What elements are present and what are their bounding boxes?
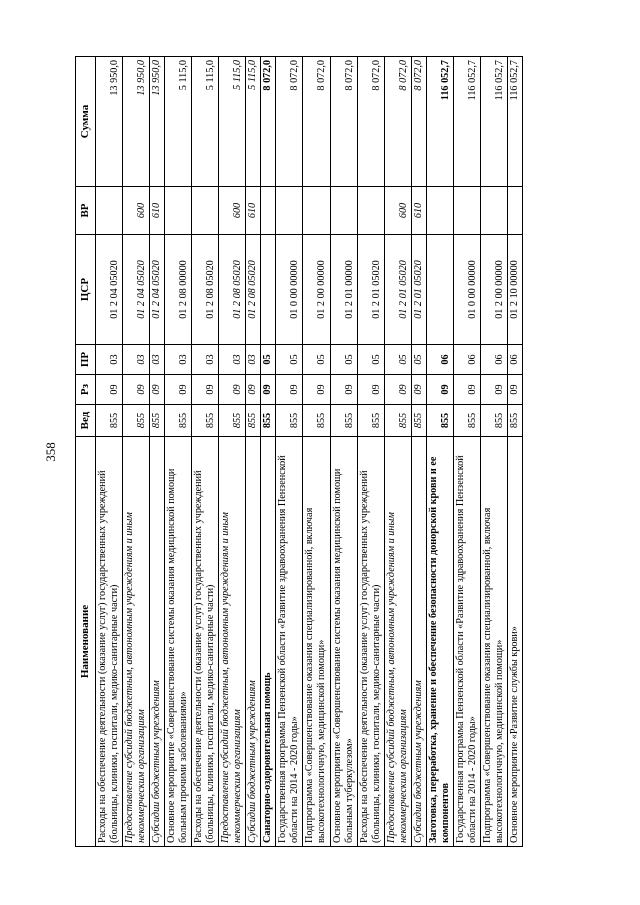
vr-cell (426, 187, 453, 235)
vr-cell (95, 187, 122, 235)
name-cell: Расходы на обеспечение деятельности (оказание услуг) государственных учреждений (больницы, клиники, госпитали, медико-санитарные части) (357, 437, 384, 847)
csr-cell: 01 2 04 05020 (150, 235, 165, 345)
name-cell: Основное мероприятие «Совершенствование системы оказания медицинской помощи больным туберкулезом» (330, 437, 357, 847)
budget-table (75, 56, 523, 847)
rz-cell: 09 (219, 375, 246, 405)
sum-cell: 5 115,0 (192, 57, 219, 187)
rz-cell: 09 (123, 375, 150, 405)
table-row (219, 57, 246, 847)
csr-cell: 01 2 10 00000 (507, 235, 522, 345)
rz-cell: 09 (276, 375, 303, 405)
vr-cell: 610 (246, 187, 261, 235)
csr-cell: 01 0 00 00000 (276, 235, 303, 345)
vr-cell (480, 187, 507, 235)
ved-cell: 855 (261, 405, 276, 437)
header-rz: Рз (76, 375, 96, 405)
csr-cell: 01 2 08 05020 (246, 235, 261, 345)
pr-cell: 06 (426, 345, 453, 375)
table-row (453, 57, 480, 847)
sum-cell: 8 072,0 (261, 57, 276, 187)
pr-cell: 03 (165, 345, 192, 375)
pr-cell: 05 (411, 345, 426, 375)
ved-cell: 855 (95, 405, 122, 437)
name-cell: Предоставление субсидий бюджетным, автономным учреждениям и иным некоммерческим организациям (384, 437, 411, 847)
pr-cell: 05 (276, 345, 303, 375)
rz-cell: 09 (330, 375, 357, 405)
sum-cell: 13 950,0 (123, 57, 150, 187)
ved-cell: 855 (507, 405, 522, 437)
rz-cell: 09 (303, 375, 330, 405)
vr-cell (192, 187, 219, 235)
pr-cell: 03 (246, 345, 261, 375)
pr-cell: 05 (261, 345, 276, 375)
ved-cell: 855 (411, 405, 426, 437)
vr-cell: 610 (150, 187, 165, 235)
name-cell: Санаторно-оздоровительная помощь (261, 437, 276, 847)
table-row (507, 57, 522, 847)
csr-cell: 01 2 01 00000 (330, 235, 357, 345)
csr-cell: 01 2 04 05020 (123, 235, 150, 345)
vr-cell: 610 (411, 187, 426, 235)
vr-cell (453, 187, 480, 235)
table-row (165, 57, 192, 847)
rz-cell: 09 (480, 375, 507, 405)
table-row (95, 57, 122, 847)
csr-cell: 01 2 00 00000 (480, 235, 507, 345)
vr-cell: 600 (123, 187, 150, 235)
pr-cell: 03 (150, 345, 165, 375)
ved-cell: 855 (480, 405, 507, 437)
csr-cell: 01 2 01 05020 (384, 235, 411, 345)
csr-cell: 01 2 08 00000 (165, 235, 192, 345)
rz-cell: 09 (384, 375, 411, 405)
sum-cell: 116 052,7 (453, 57, 480, 187)
ved-cell: 855 (123, 405, 150, 437)
rz-cell: 09 (165, 375, 192, 405)
rz-cell: 09 (357, 375, 384, 405)
pr-cell: 05 (330, 345, 357, 375)
rz-cell: 09 (150, 375, 165, 405)
ved-cell: 855 (453, 405, 480, 437)
vr-cell (261, 187, 276, 235)
ved-cell: 855 (219, 405, 246, 437)
table-header-row (76, 57, 96, 847)
name-cell: Основное мероприятие «Развитие службы крови» (507, 437, 522, 847)
name-cell: Подпрограмма «Совершенствование оказания специализированной, включая высокотехнологичную, медицинской помощи» (480, 437, 507, 847)
table-row (150, 57, 165, 847)
header-vr: ВР (76, 187, 96, 235)
pr-cell: 06 (453, 345, 480, 375)
sum-cell: 116 052,7 (507, 57, 522, 187)
table-row (246, 57, 261, 847)
pr-cell: 05 (303, 345, 330, 375)
sum-cell: 5 115,0 (246, 57, 261, 187)
pr-cell: 03 (123, 345, 150, 375)
rz-cell: 09 (411, 375, 426, 405)
rz-cell: 09 (95, 375, 122, 405)
table-row (261, 57, 276, 847)
header-csr: ЦСР (76, 235, 96, 345)
sum-cell: 8 072,0 (384, 57, 411, 187)
pr-cell: 06 (507, 345, 522, 375)
ved-cell: 855 (384, 405, 411, 437)
table-row (426, 57, 453, 847)
name-cell: Субсидии бюджетным учреждениям (150, 437, 165, 847)
table-row (411, 57, 426, 847)
header-sum: Сумма (76, 57, 96, 187)
sum-cell: 116 052,7 (480, 57, 507, 187)
sum-cell: 8 072,0 (276, 57, 303, 187)
csr-cell: 01 2 01 05020 (411, 235, 426, 345)
ved-cell: 855 (357, 405, 384, 437)
ved-cell: 855 (192, 405, 219, 437)
table-row (357, 57, 384, 847)
table-row (330, 57, 357, 847)
name-cell: Заготовка, переработка, хранение и обеспечение безопасности донорской крови и ее компонентов (426, 437, 453, 847)
name-cell: Предоставление субсидий бюджетным, автономным учреждениям и иным некоммерческим организациям (219, 437, 246, 847)
table-row (384, 57, 411, 847)
name-cell: Предоставление субсидий бюджетным, автономным учреждениям и иным некоммерческим организациям (123, 437, 150, 847)
header-name: Наименование (76, 437, 96, 847)
sum-cell: 8 072,0 (411, 57, 426, 187)
csr-cell: 01 2 08 05020 (192, 235, 219, 345)
csr-cell: 01 0 00 00000 (453, 235, 480, 345)
name-cell: Субсидии бюджетным учреждениям (411, 437, 426, 847)
table-row (303, 57, 330, 847)
ved-cell: 855 (150, 405, 165, 437)
pr-cell: 03 (95, 345, 122, 375)
ved-cell: 855 (426, 405, 453, 437)
rz-cell: 09 (192, 375, 219, 405)
vr-cell (507, 187, 522, 235)
rz-cell: 09 (261, 375, 276, 405)
rotated-table-container (75, 57, 565, 847)
rz-cell: 09 (426, 375, 453, 405)
rz-cell: 09 (507, 375, 522, 405)
csr-cell (261, 235, 276, 345)
table-row (480, 57, 507, 847)
name-cell: Субсидии бюджетным учреждениям (246, 437, 261, 847)
table-row (123, 57, 150, 847)
csr-cell: 01 2 00 00000 (303, 235, 330, 345)
sum-cell: 8 072,0 (357, 57, 384, 187)
name-cell: Государственная программа Пензенской области «Развитие здравоохранения Пензенской области на 2014 - 2020 годы» (453, 437, 480, 847)
sum-cell: 13 950,0 (95, 57, 122, 187)
rz-cell: 09 (453, 375, 480, 405)
csr-cell: 01 2 01 05020 (357, 235, 384, 345)
ved-cell: 855 (165, 405, 192, 437)
pr-cell: 05 (357, 345, 384, 375)
vr-cell (330, 187, 357, 235)
header-pr: ПР (76, 345, 96, 375)
name-cell: Основное мероприятие «Совершенствование системы оказания медицинской помощи больным прочими заболеваниями» (165, 437, 192, 847)
ved-cell: 855 (303, 405, 330, 437)
ved-cell: 855 (330, 405, 357, 437)
vr-cell (303, 187, 330, 235)
sum-cell: 116 052,7 (426, 57, 453, 187)
name-cell: Расходы на обеспечение деятельности (оказание услуг) государственных учреждений (больницы, клиники, госпитали, медико-санитарные части) (192, 437, 219, 847)
ved-cell: 855 (276, 405, 303, 437)
sum-cell: 5 115,0 (165, 57, 192, 187)
csr-cell: 01 2 04 05020 (95, 235, 122, 345)
pr-cell: 06 (480, 345, 507, 375)
header-ved: Вед (76, 405, 96, 437)
vr-cell: 600 (219, 187, 246, 235)
sum-cell: 5 115,0 (219, 57, 246, 187)
vr-cell: 600 (384, 187, 411, 235)
sum-cell: 8 072,0 (303, 57, 330, 187)
vr-cell (276, 187, 303, 235)
csr-cell: 01 2 08 05020 (219, 235, 246, 345)
vr-cell (357, 187, 384, 235)
csr-cell (426, 235, 453, 345)
pr-cell: 03 (219, 345, 246, 375)
pr-cell: 05 (384, 345, 411, 375)
table-row (192, 57, 219, 847)
table-row (276, 57, 303, 847)
rz-cell: 09 (246, 375, 261, 405)
ved-cell: 855 (246, 405, 261, 437)
sum-cell: 8 072,0 (330, 57, 357, 187)
pr-cell: 03 (192, 345, 219, 375)
vr-cell (165, 187, 192, 235)
sum-cell: 13 950,0 (150, 57, 165, 187)
name-cell: Подпрограмма «Совершенствование оказания специализированной, включая высокотехнологичную, медицинской помощи» (303, 437, 330, 847)
name-cell: Расходы на обеспечение деятельности (оказание услуг) государственных учреждений (больницы, клиники, госпитали, медико-санитарные части) (95, 437, 122, 847)
page-number: 358 (43, 442, 58, 462)
name-cell: Государственная программа Пензенской области «Развитие здравоохранения Пензенской области на 2014 - 2020 годы» (276, 437, 303, 847)
